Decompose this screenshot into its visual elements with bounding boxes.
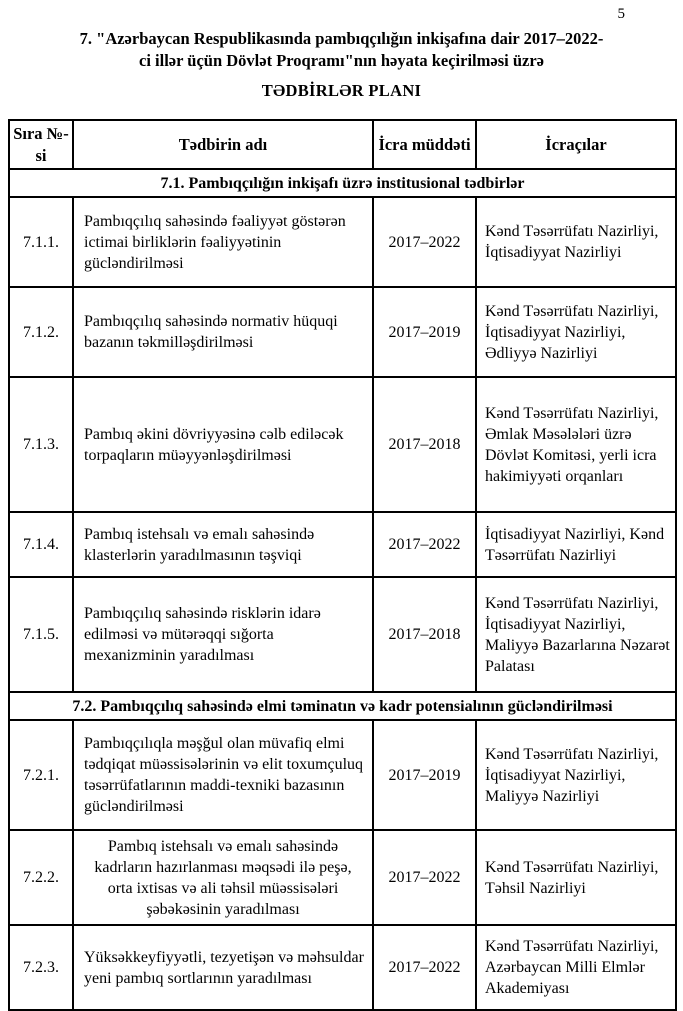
executors-cell: İqtisadiyyat Nazirliyi, Kənd Təsərrüfatı Nazirliyi	[476, 512, 676, 577]
row-number-cell: 7.1.2.	[9, 287, 73, 377]
table-row-7-1-1	[9, 197, 676, 287]
header-icra-muddeti: İcra müddəti	[373, 120, 476, 170]
task-name-cell: Pambıq istehsalı və emalı sahəsində kadrların hazırlanması məqsədi ilə peşə, orta ixtisas və ali təhsil müəssisələri şəbəkəsinin yaradılması	[73, 830, 373, 925]
row-number-cell: 7.2.2.	[9, 830, 73, 925]
row-number-cell: 7.1.3.	[9, 377, 73, 512]
row-number-cell: 7.1.5.	[9, 577, 73, 692]
task-name-cell: Pambıqçılıq sahəsində fəaliyyət göstərən ictimai birliklərin fəaliyyətinin gücləndirilməsi	[73, 197, 373, 287]
period-cell: 2017–2019	[373, 287, 476, 377]
table-row-7-1-3	[9, 377, 676, 512]
period-cell: 2017–2022	[373, 512, 476, 577]
table-row-7-1-5	[9, 577, 676, 692]
executors-cell: Kənd Təsərrüfatı Nazirliyi, İqtisadiyyat Nazirliyi, Maliyyə Nazirliyi	[476, 720, 676, 830]
period-cell: 2017–2022	[373, 830, 476, 925]
executors-cell: Kənd Təsərrüfatı Nazirliyi, Təhsil Nazirliyi	[476, 830, 676, 925]
table-row-7-1-2	[9, 287, 676, 377]
title-line-2: ci illər üçün Dövlət Proqramı"nın həyata keçirilməsi üzrə	[139, 51, 544, 71]
executors-cell: Kənd Təsərrüfatı Nazirliyi, Əmlak Məsələləri üzrə Dövlət Komitəsi, yerli icra hakimiyyəti orqanları	[476, 377, 676, 512]
header-icracilar: İcraçılar	[476, 120, 676, 170]
section-row-7-2	[9, 692, 676, 720]
page-number: 5	[617, 6, 625, 22]
title-plan-line: TƏDBİRLƏR PLANI	[261, 80, 422, 100]
period-cell: 2017–2018	[373, 377, 476, 512]
row-number-cell: 7.1.1.	[9, 197, 73, 287]
row-number-cell: 7.1.4.	[9, 512, 73, 577]
section-title: 7.2. Pambıqçılıq sahəsində elmi təminatın və kadr potensialının gücləndirilməsi	[9, 692, 676, 720]
executors-cell: Kənd Təsərrüfatı Nazirliyi, Azərbaycan Milli Elmlər Akademiyası	[476, 925, 676, 1010]
table-header-row	[9, 120, 676, 170]
period-cell: 2017–2022	[373, 197, 476, 287]
row-number-cell: 7.2.1.	[9, 720, 73, 830]
period-cell: 2017–2018	[373, 577, 476, 692]
table-row-7-2-3	[9, 925, 676, 1010]
document-title	[8, 28, 675, 102]
executors-cell: Kənd Təsərrüfatı Nazirliyi, İqtisadiyyat Nazirliyi, Ədliyyə Nazirliyi	[476, 287, 676, 377]
task-name-cell: Pambıq istehsalı və emalı sahəsində klasterlərin yaradılmasının təşviqi	[73, 512, 373, 577]
table-row-7-2-2	[9, 830, 676, 925]
task-name-cell: Pambıqçılıqla məşğul olan müvafiq elmi tədqiqat müəssisələrinin və elit toxumçuluq təsərrüfatlarının maddi-texniki bazasının gücləndirilməsi	[73, 720, 373, 830]
executors-cell: Kənd Təsərrüfatı Nazirliyi, İqtisadiyyat Nazirliyi, Maliyyə Bazarlarına Nəzarət Palatası	[476, 577, 676, 692]
task-name-cell: Pambıqçılıq sahəsində normativ hüquqi bazanın təkmilləşdirilməsi	[73, 287, 373, 377]
task-name-cell: Yüksəkkeyfiyyətli, tezyetişən və məhsuldar yeni pambıq sortlarının yaradılması	[73, 925, 373, 1010]
row-number-cell: 7.2.3.	[9, 925, 73, 1010]
task-name-cell: Pambıqçılıq sahəsində risklərin idarə edilməsi və mütərəqqi sığorta mexanizminin yaradılması	[73, 577, 373, 692]
task-name-cell: Pambıq əkini dövriyyəsinə cəlb ediləcək torpaqların müəyyənləşdirilməsi	[73, 377, 373, 512]
table-row-7-2-1	[9, 720, 676, 830]
header-tedbirin-adi: Tədbirin adı	[73, 120, 373, 170]
action-plan-table	[8, 119, 677, 1011]
executors-cell: Kənd Təsərrüfatı Nazirliyi, İqtisadiyyat Nazirliyi	[476, 197, 676, 287]
title-line-1: 7. "Azərbaycan Respublikasında pambıqçılığın inkişafına dair 2017–2022-	[79, 29, 604, 48]
section-row-7-1	[9, 169, 676, 197]
header-sira-no: Sıra №-si	[9, 120, 73, 170]
period-cell: 2017–2022	[373, 925, 476, 1010]
period-cell: 2017–2019	[373, 720, 476, 830]
section-title: 7.1. Pambıqçılığın inkişafı üzrə institusional tədbirlər	[9, 169, 676, 197]
table-row-7-1-4	[9, 512, 676, 577]
